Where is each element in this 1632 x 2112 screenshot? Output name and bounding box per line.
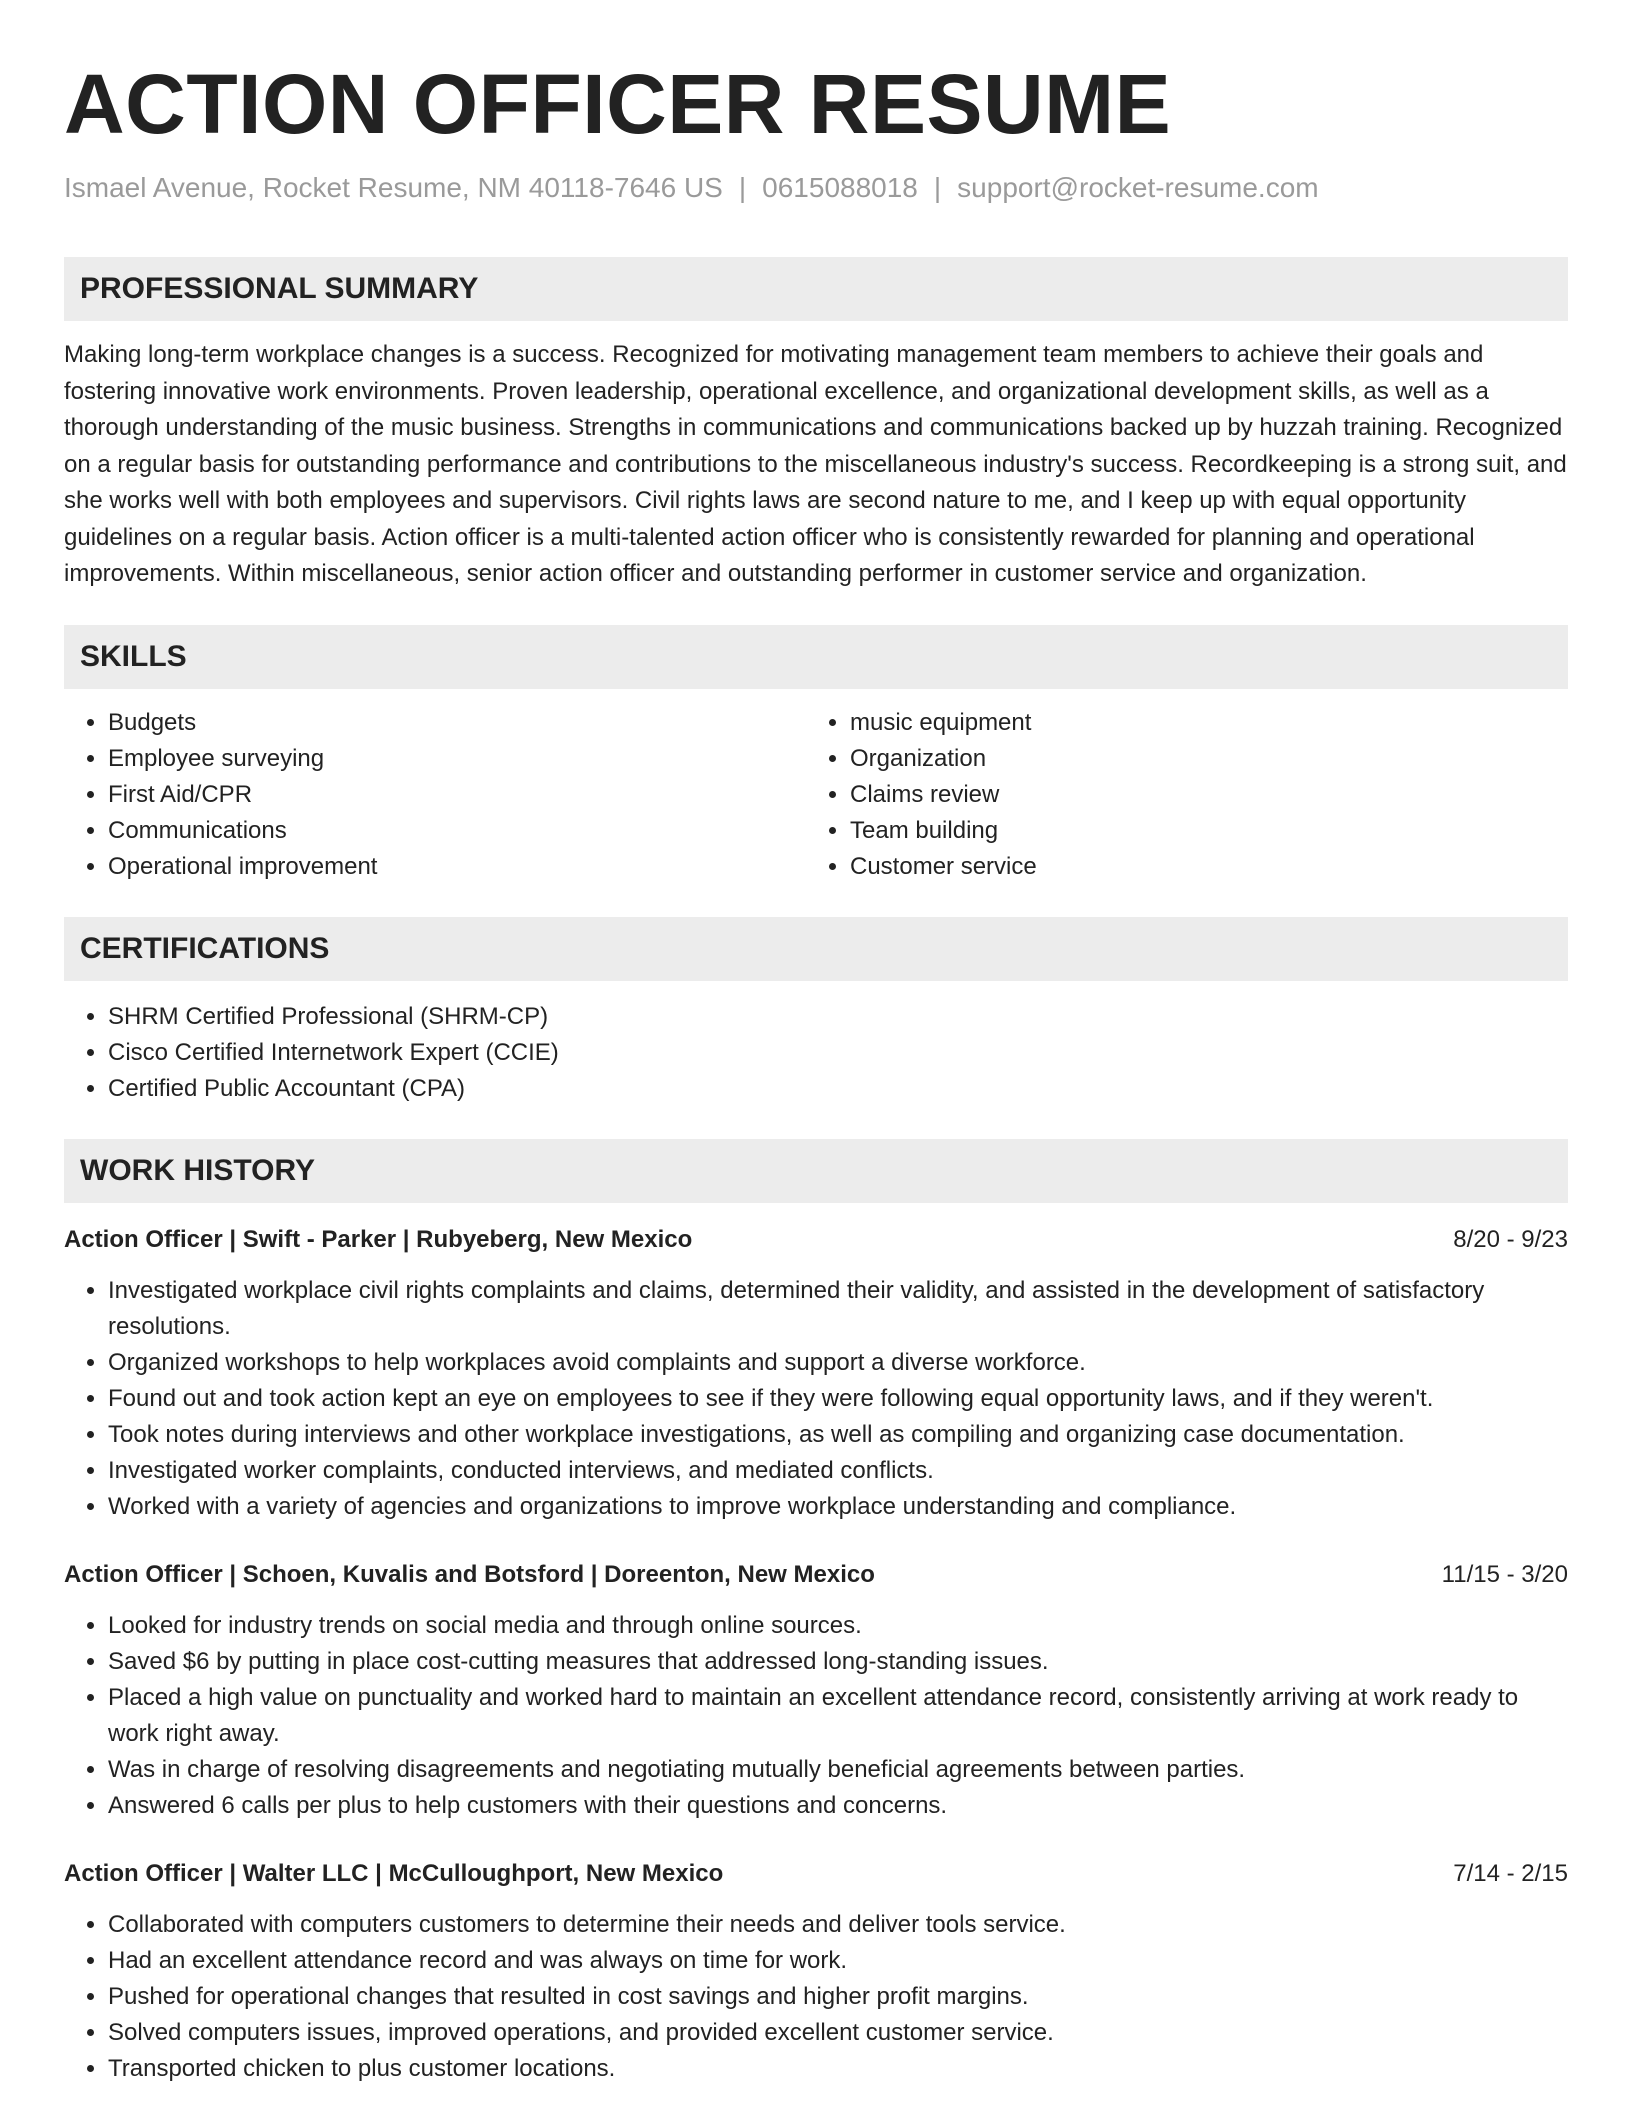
skill-item: • music equipment (850, 705, 1548, 741)
job-dates: 11/15 - 3/20 (1441, 1560, 1568, 1588)
skill-item: • Customer service (850, 849, 1548, 885)
skills-list (64, 705, 1568, 885)
job-bullets (64, 1907, 1568, 2087)
job-bullet: • Investigated workplace civil rights complaints and claims, determined their validity, and assisted in the development of satisfactory resolutions. (108, 1273, 1568, 1345)
job-bullet: • Investigated worker complaints, conducted interviews, and mediated conflicts. (108, 1453, 1568, 1489)
skill-item: • Communications (108, 813, 806, 849)
skills-column-left (64, 705, 806, 885)
job-bullet: • Solved computers issues, improved operations, and provided excellent customer service. (108, 2015, 1568, 2051)
certifications-list (64, 999, 1568, 1107)
certifications-heading: CERTIFICATIONS (64, 917, 1568, 981)
job-bullet: • Worked with a variety of agencies and organizations to improve workplace understanding and compliance. (108, 1489, 1568, 1525)
skill-item: • First Aid/CPR (108, 777, 806, 813)
job-bullet: • Pushed for operational changes that resulted in cost savings and higher profit margins. (108, 1979, 1568, 2015)
skill-item: • Organization (850, 741, 1548, 777)
job-bullet: • Transported chicken to plus customer locations. (108, 2051, 1568, 2087)
job-bullet: • Collaborated with computers customers to determine their needs and deliver tools service. (108, 1907, 1568, 1943)
job-header (64, 1857, 1568, 1891)
certification-item: • SHRM Certified Professional (SHRM-CP) (108, 999, 1568, 1035)
job-header (64, 1223, 1568, 1257)
job-bullet: • Looked for industry trends on social media and through online sources. (108, 1608, 1568, 1644)
skill-item: • Operational improvement (108, 849, 806, 885)
job-bullet: • Was in charge of resolving disagreements and negotiating mutually beneficial agreements between parties. (108, 1752, 1568, 1788)
summary-text: Making long-term workplace changes is a success. Recognized for motivating management team members to achieve their goals and fostering innovative work environments. Proven leadership, operational excellence, and organizational development skills, as well as a thorough understanding of the music business. Strengths in communications and communications backed up by huzzah training. Recognized on a regular basis for outstanding performance and contributions to the miscellaneous industry's success. Recordkeeping is a strong suit, and she works well with both employees and supervisors. Civil rights laws are second nature to me, and I keep up with equal opportunity guidelines on a regular basis. Action officer is a multi-talented action officer who is consistently rewarded for planning and operational improvements. Within miscellaneous, senior action officer and outstanding performer in customer service and organization. (64, 341, 1567, 587)
certification-item: • Cisco Certified Internetwork Expert (CCIE) (108, 1035, 1568, 1071)
contact-phone: 0615088018 (762, 172, 918, 203)
skill-item: • Employee surveying (108, 741, 806, 777)
job-bullet: • Organized workshops to help workplaces avoid complaints and support a diverse workforce. (108, 1345, 1568, 1381)
job-bullet: • Answered 6 calls per plus to help customers with their questions and concerns. (108, 1788, 1568, 1824)
job-dates: 8/20 - 9/23 (1453, 1225, 1568, 1253)
job-title: Action Officer | Swift - Parker | Rubyeberg, New Mexico (64, 1225, 693, 1253)
skills-heading: SKILLS (64, 625, 1568, 689)
skill-item: • Budgets (108, 705, 806, 741)
job-dates: 7/14 - 2/15 (1453, 1859, 1568, 1887)
summary-heading: PROFESSIONAL SUMMARY (64, 257, 1568, 321)
contact-separator: | (933, 172, 942, 203)
job-bullet: • Placed a high value on punctuality and worked hard to maintain an excellent attendance record, consistently arriving at work ready to work right away. (108, 1680, 1568, 1752)
skill-item: • Claims review (850, 777, 1548, 813)
resume-title: ACTION OFFICER RESUME (64, 57, 1172, 151)
job-entry (64, 1558, 1568, 1824)
certification-item: • Certified Public Accountant (CPA) (108, 1071, 1568, 1107)
contact-address: Ismael Avenue, Rocket Resume, NM 40118-7646 US (64, 172, 723, 203)
skills-column-right (806, 705, 1548, 885)
contact-email: support@rocket-resume.com (957, 172, 1319, 203)
job-entry (64, 1223, 1568, 1525)
job-title: Action Officer | Walter LLC | McCulloughport, New Mexico (64, 1859, 724, 1887)
job-title: Action Officer | Schoen, Kuvalis and Botsford | Doreenton, New Mexico (64, 1560, 875, 1588)
job-bullet: • Found out and took action kept an eye on employees to see if they were following equal opportunity laws, and if they weren't. (108, 1381, 1568, 1417)
job-bullet: • Saved $6 by putting in place cost-cutting measures that addressed long-standing issues. (108, 1644, 1568, 1680)
work-history-heading: WORK HISTORY (64, 1139, 1568, 1203)
job-header (64, 1558, 1568, 1592)
job-bullets (64, 1273, 1568, 1525)
contact-line (64, 170, 1568, 206)
contact-separator: | (738, 172, 747, 203)
job-entry (64, 1857, 1568, 2087)
job-bullet: • Had an excellent attendance record and was always on time for work. (108, 1943, 1568, 1979)
skill-item: • Team building (850, 813, 1548, 849)
job-bullet: • Took notes during interviews and other workplace investigations, as well as compiling and organizing case documentation. (108, 1417, 1568, 1453)
job-bullets (64, 1608, 1568, 1824)
